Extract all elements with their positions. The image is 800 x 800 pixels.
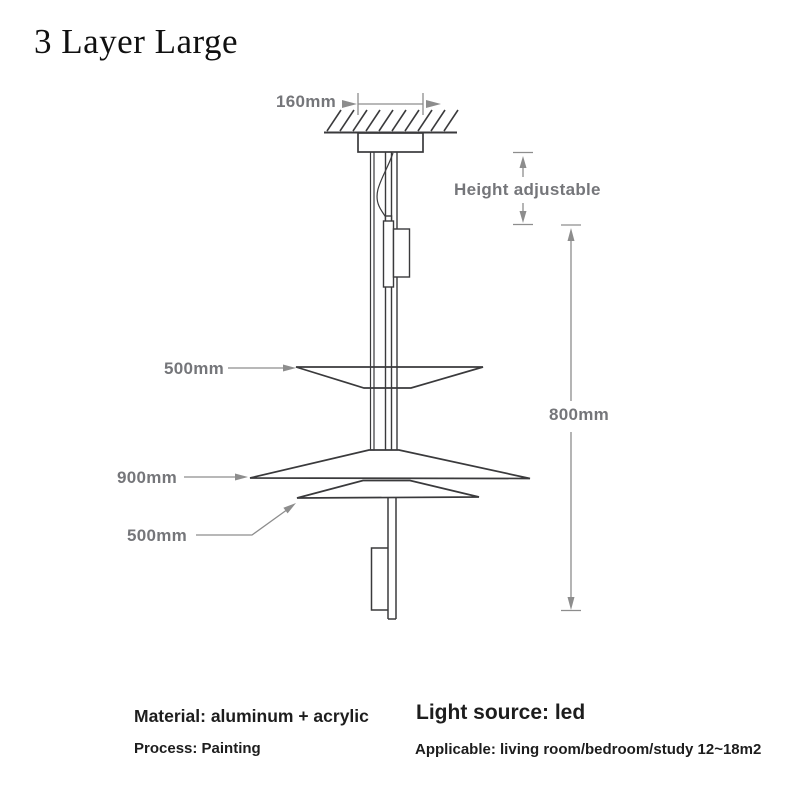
- page-title: 3 Layer Large: [34, 22, 239, 61]
- middle-layer-leader: [184, 474, 248, 481]
- suspension-rods: [371, 152, 398, 450]
- middle-layer-diameter-label: 900mm: [117, 468, 178, 487]
- arrow-right-icon: [342, 100, 357, 108]
- lamp-shades: [250, 367, 530, 498]
- arrow-right-icon: [426, 100, 441, 108]
- applicable-spec: Applicable: living room/bedroom/study 12~18m2: [415, 741, 762, 758]
- lower-stem: [372, 498, 397, 619]
- canopy-width-label: 160mm: [276, 92, 337, 111]
- light-source-spec: Light source: led: [416, 701, 586, 724]
- driver-box: [394, 229, 410, 277]
- arrow-up-icon: [520, 156, 527, 168]
- arrow-right-icon: [235, 474, 248, 481]
- arrow-right-icon: [283, 365, 296, 372]
- top-layer-leader: [228, 365, 296, 372]
- ceiling-hatching: [324, 110, 458, 133]
- bottom-layer-leader: [196, 503, 296, 535]
- arrow-down-icon: [520, 211, 527, 223]
- arrow-up-icon: [568, 228, 575, 241]
- drop-height-label: 800mm: [546, 405, 612, 425]
- arrow-up-right-icon: [283, 503, 296, 513]
- ceiling-canopy: [358, 133, 423, 152]
- material-spec: Material: aluminum + acrylic: [134, 706, 369, 726]
- top-layer-diameter-label: 500mm: [164, 359, 225, 378]
- top-shade: [296, 367, 483, 388]
- middle-shade: [250, 450, 530, 479]
- height-adjustable-label: Height adjustable: [454, 180, 601, 199]
- counterweight-bracket: [372, 548, 389, 610]
- bottom-shade: [297, 481, 479, 499]
- process-spec: Process: Painting: [134, 740, 261, 757]
- bottom-layer-diameter-label: 500mm: [127, 526, 188, 545]
- arrow-down-icon: [568, 597, 575, 610]
